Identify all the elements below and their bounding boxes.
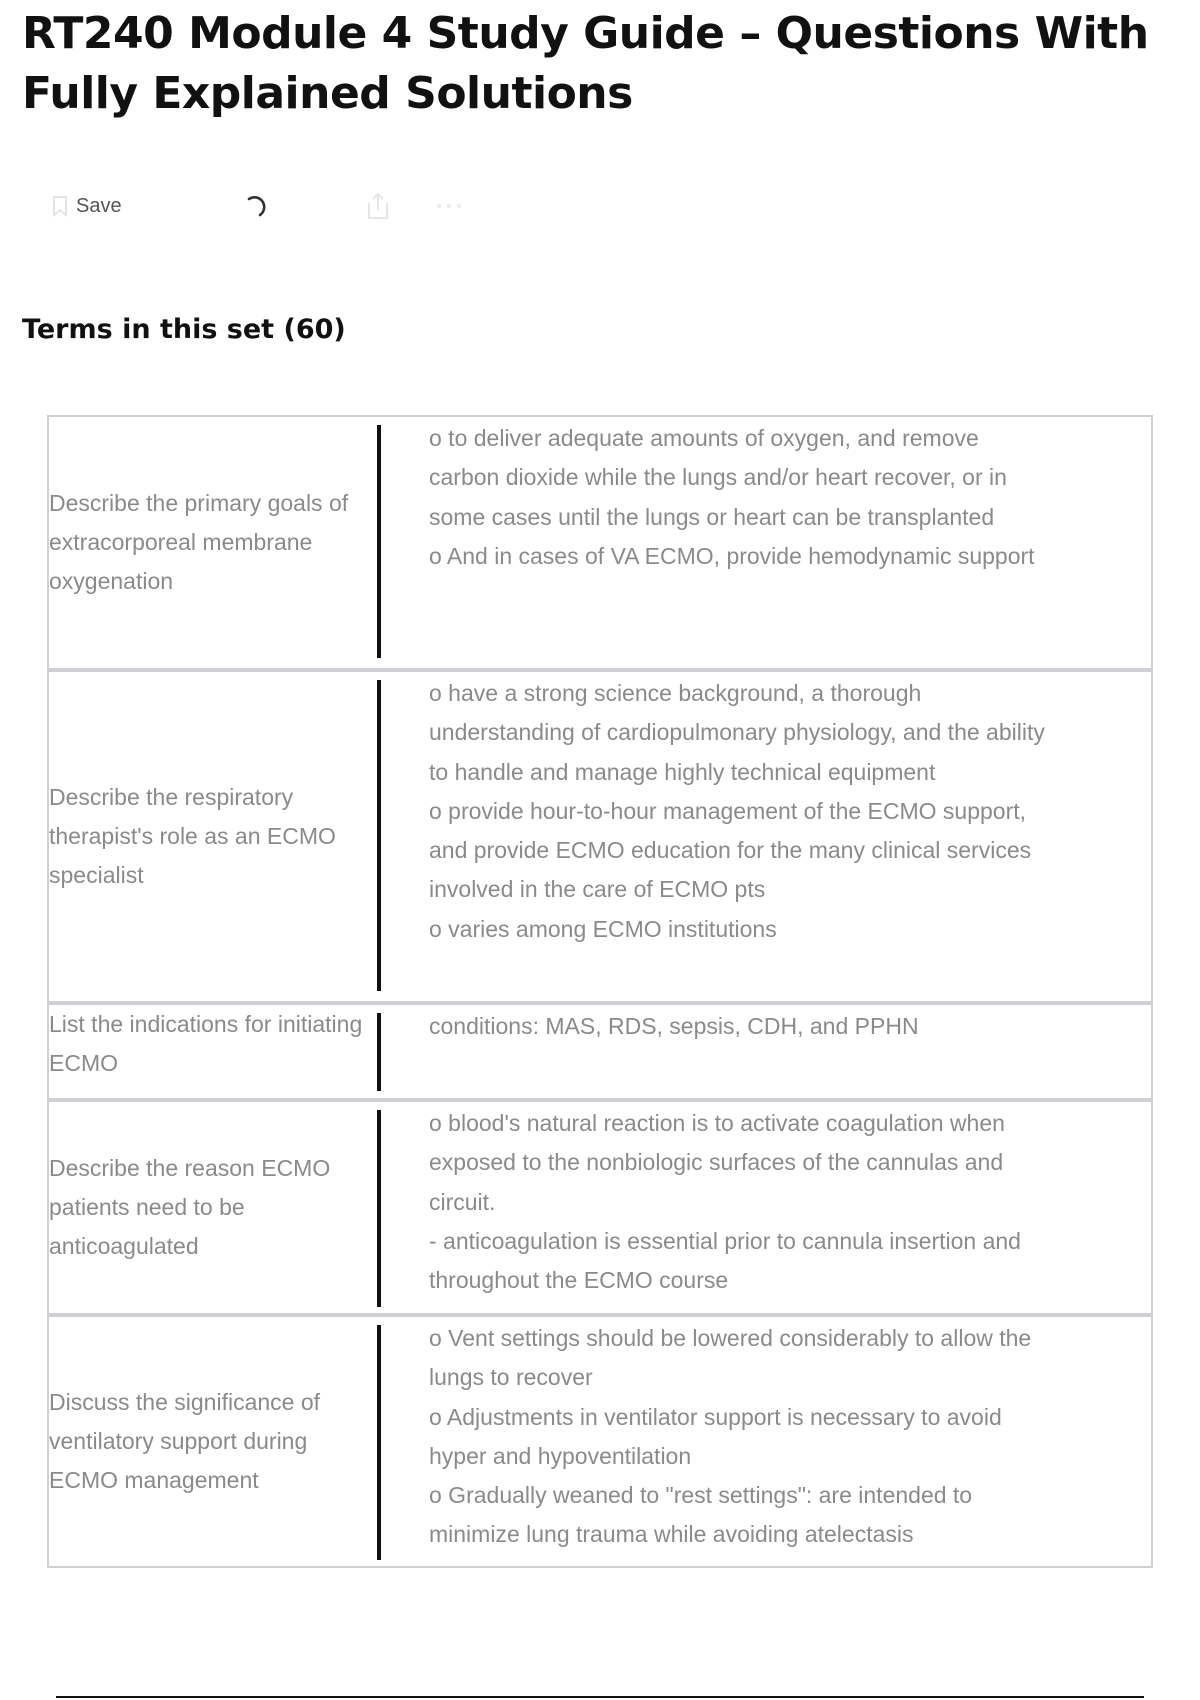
definition-line: o Gradually weaned to "rest settings": are intended to minimize lung trauma while avoiding atelectasis	[429, 1482, 973, 1548]
definition-line: o Adjustments in ventilator support is necessary to avoid hyper and hypoventilation	[429, 1403, 1002, 1469]
term-divider	[377, 1325, 381, 1560]
loading-spinner	[243, 188, 269, 224]
term-divider	[377, 425, 381, 658]
definition-line: o to deliver adequate amounts of oxygen, and remove carbon dioxide while the lungs and/or heart recover, or in some cases until the lungs or heart can be transplanted	[429, 425, 1007, 530]
term-card	[47, 1100, 1153, 1315]
bookmark-icon	[52, 195, 68, 217]
term-definition	[429, 419, 1049, 576]
definition-line: conditions: MAS, RDS, sepsis, CDH, and PPHN	[429, 1013, 919, 1039]
more-options-button[interactable]	[434, 188, 464, 224]
study-set-toolbar	[52, 188, 512, 224]
save-button[interactable]	[52, 188, 122, 224]
term-definition	[429, 1007, 1049, 1046]
page-divider	[56, 1696, 1144, 1698]
term-definition	[429, 1104, 1049, 1300]
term-word-text: Describe the primary goals of extracorporeal membrane oxygenation	[49, 490, 349, 594]
definition-line: - anticoagulation is essential prior to cannula insertion and throughout the ECMO course	[429, 1227, 1021, 1294]
save-button-label: Save	[76, 194, 122, 217]
term-card	[47, 1003, 1153, 1100]
terms-count-heading: Terms in this set (60)	[22, 314, 346, 345]
spinner-icon	[243, 191, 269, 221]
term-word	[49, 417, 379, 668]
definition-line: o Vent settings should be lowered considerably to allow the lungs to recover	[429, 1325, 1032, 1391]
definition-line: o varies among ECMO institutions	[429, 915, 777, 942]
share-button[interactable]	[365, 188, 391, 224]
definition-line: o And in cases of VA ECMO, provide hemodynamic support	[429, 542, 1035, 569]
share-icon	[365, 191, 391, 221]
term-card	[47, 670, 1153, 1003]
term-card	[47, 1315, 1153, 1568]
definition-line: o provide hour-to-hour management of the ECMO support, and provide ECMO education for the many clinical services involved in the care of ECMO pts	[429, 797, 1032, 903]
term-definition	[429, 1319, 1049, 1555]
definition-line: o blood's natural reaction is to activate coagulation when exposed to the nonbiologic surfaces of the cannulas and circuit.	[429, 1110, 1005, 1215]
more-icon	[434, 201, 464, 211]
term-word-text: Describe the reason ECMO patients need to be anticoagulated	[49, 1155, 331, 1259]
document-title: RT240 Module 4 Study Guide – Questions With Fully Explained Solutions	[22, 8, 1149, 119]
term-card	[47, 415, 1153, 670]
term-word	[49, 672, 379, 1001]
term-word-text: List the indications for initiating ECMO	[49, 1011, 363, 1076]
term-word	[49, 1102, 379, 1313]
term-word-text: Describe the respiratory therapist's role as an ECMO specialist	[49, 784, 336, 888]
term-divider	[377, 1110, 381, 1307]
term-word-text: Discuss the significance of ventilatory support during ECMO management	[49, 1389, 321, 1493]
term-definition	[429, 674, 1049, 949]
term-word	[49, 1317, 379, 1566]
definition-line: o have a strong science background, a thorough understanding of cardiopulmonary physiology, and the ability to handle and manage highly technical equipment	[429, 680, 1045, 785]
term-divider	[377, 1013, 381, 1091]
term-divider	[377, 680, 381, 991]
term-word	[49, 1005, 379, 1098]
terms-list	[47, 415, 1153, 1568]
